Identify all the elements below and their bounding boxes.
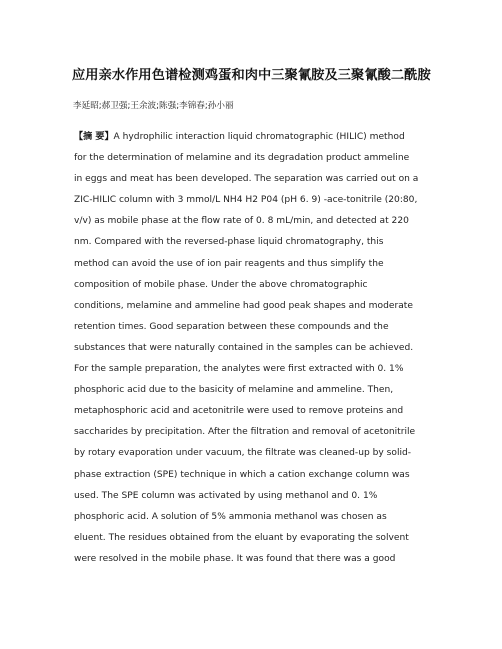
abstract-line: by rotary evaporation under vacuum, the filtrate was cleaned-up by solid- [74, 448, 412, 459]
abstract-line: eluent. The residues obtained from the eluant by evaporating the solvent [74, 532, 409, 543]
abstract-line [74, 127, 439, 148]
abstract-line: were resolved in the mobile phase. It was found that there was a good [74, 553, 396, 564]
abstract-line: For the sample preparation, the analytes were first extracted with 0. 1% [74, 364, 404, 375]
abstract-line: ZIC-HILIC column with 3 mmol/L NH4 H2 P04 (pH 6. 9) -ace-tonitrile (20:80, [74, 195, 418, 206]
abstract-line: metaphosphoric acid and acetonitrile were used to remove proteins and [74, 406, 404, 417]
abstract-line: method can avoid the use of ion pair reagents and thus simplify the [74, 258, 384, 269]
abstract-line: phase extraction (SPE) technique in which a cation exchange column was [74, 469, 410, 480]
abstract-line: nm. Compared with the reversed-phase liquid chromatography, this [74, 237, 384, 248]
abstract-line: used. The SPE column was activated by using methanol and 0. 1% [74, 490, 378, 501]
author-list: 李延昭;郝卫强;王余波;陈强;李锦春;孙小丽 [73, 101, 234, 111]
abstract-line: phosphoric acid. A solution of 5% ammonia methanol was chosen as [74, 511, 387, 522]
abstract-line: in eggs and meat has been developed. The separation was carried out on a [74, 174, 419, 185]
abstract-block [74, 127, 439, 570]
abstract-line: for the determination of melamine and its degradation product ammeline [74, 153, 410, 164]
abstract-line: composition of mobile phase. Under the above chromatographic [74, 279, 368, 290]
abstract-line: retention times. Good separation between these compounds and the [74, 321, 389, 332]
abstract-line: phosphoric acid due to the basicity of melamine and ammeline. Then, [74, 385, 394, 396]
paper-title: 应用亲水作用色谱检测鸡蛋和肉中三聚氰胺及三聚氰酸二酰胺 [72, 68, 431, 83]
abstract-line: substances that were naturally contained in the samples can be achieved. [74, 342, 414, 353]
abstract-line: v/v) as mobile phase at the flow rate of 0. 8 mL/min, and detected at 220 [74, 216, 409, 227]
abstract-text: A hydrophilic interaction liquid chromatographic (HILIC) method [113, 132, 405, 142]
abstract-line: saccharides by precipitation. After the filtration and removal of acetonitrile [74, 427, 416, 438]
abstract-label: 【摘 要】 [74, 132, 114, 142]
abstract-line: conditions, melamine and ammeline had good peak shapes and moderate [74, 300, 413, 311]
